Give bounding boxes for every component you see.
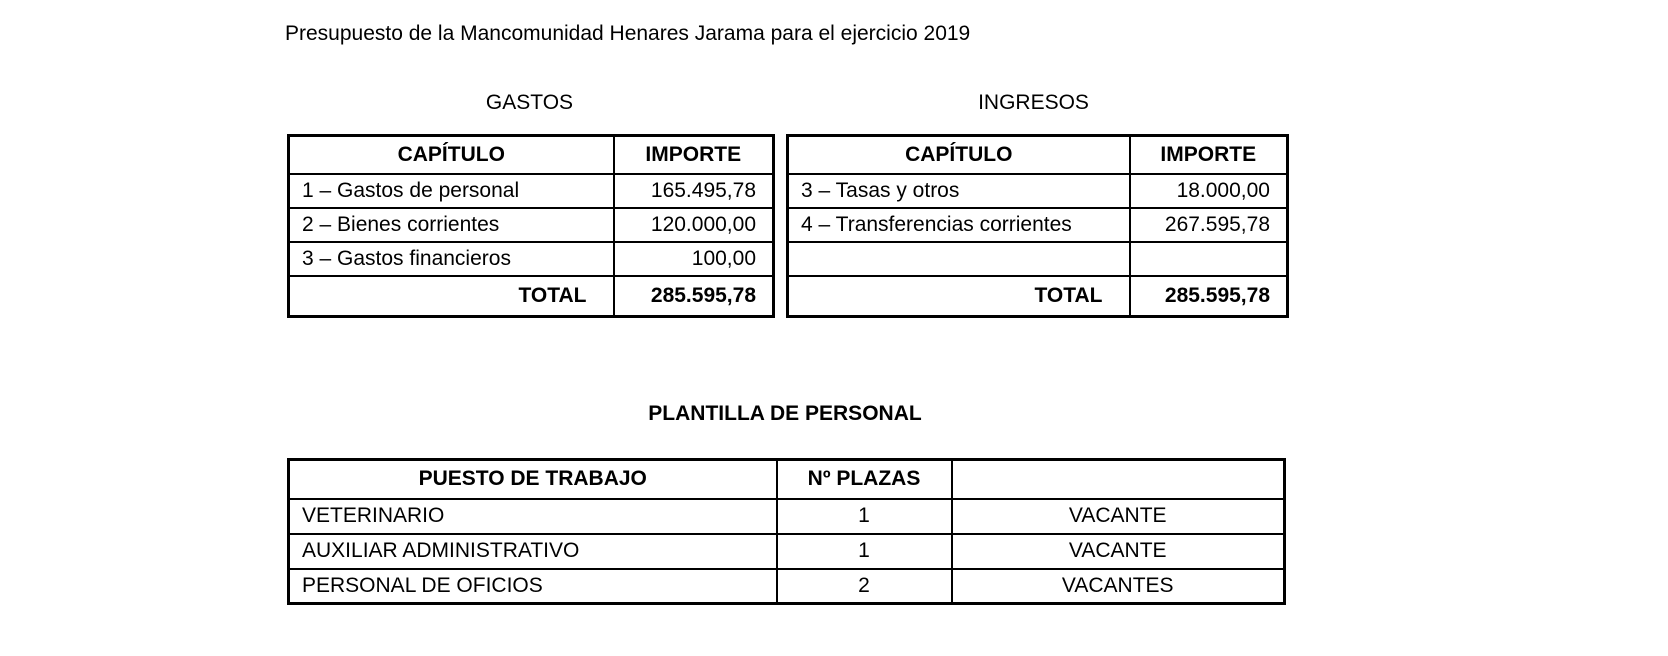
table-row-empty bbox=[788, 242, 1288, 276]
gastos-header-row bbox=[289, 136, 774, 174]
gastos-total-label: TOTAL bbox=[289, 276, 614, 317]
ingresos-capitulo-cell: 4 – Transferencias corrientes bbox=[788, 208, 1130, 242]
ingresos-capitulo-cell bbox=[788, 242, 1130, 276]
gastos-importe-cell: 165.495,78 bbox=[614, 174, 774, 208]
ingresos-table bbox=[786, 134, 1289, 318]
gastos-total-value: 285.595,78 bbox=[614, 276, 774, 317]
budget-tables bbox=[287, 134, 1289, 318]
plantilla-plazas-cell: 2 bbox=[777, 569, 952, 604]
plantilla-puesto-cell: VETERINARIO bbox=[289, 499, 777, 534]
plantilla-plazas-cell: 1 bbox=[777, 499, 952, 534]
ingresos-header-row bbox=[788, 136, 1288, 174]
gastos-total-row bbox=[289, 276, 774, 317]
gastos-table bbox=[287, 134, 775, 318]
gastos-capitulo-cell: 3 – Gastos financieros bbox=[289, 242, 614, 276]
ingresos-total-value: 285.595,78 bbox=[1130, 276, 1288, 317]
table-row bbox=[289, 208, 774, 242]
ingresos-importe-cell bbox=[1130, 242, 1288, 276]
gastos-importe-cell: 100,00 bbox=[614, 242, 774, 276]
plantilla-puesto-cell: PERSONAL DE OFICIOS bbox=[289, 569, 777, 604]
plantilla-plazas-cell: 1 bbox=[777, 534, 952, 569]
document-title: Presupuesto de la Mancomunidad Henares Jarama para el ejercicio 2019 bbox=[285, 22, 971, 45]
gastos-col-importe: IMPORTE bbox=[614, 136, 774, 174]
budget-section-headings bbox=[287, 91, 1283, 115]
plantilla-col-puesto: PUESTO DE TRABAJO bbox=[289, 460, 777, 499]
plantilla-estado-cell: VACANTES bbox=[952, 569, 1285, 604]
ingresos-importe-cell: 267.595,78 bbox=[1130, 208, 1288, 242]
gastos-capitulo-cell: 2 – Bienes corrientes bbox=[289, 208, 614, 242]
ingresos-capitulo-cell: 3 – Tasas y otros bbox=[788, 174, 1130, 208]
table-row bbox=[289, 242, 774, 276]
plantilla-estado-cell: VACANTE bbox=[952, 534, 1285, 569]
gastos-importe-cell: 120.000,00 bbox=[614, 208, 774, 242]
plantilla-header-row bbox=[289, 460, 1285, 499]
ingresos-heading: INGRESOS bbox=[978, 91, 1089, 114]
plantilla-estado-cell: VACANTE bbox=[952, 499, 1285, 534]
gastos-capitulo-cell: 1 – Gastos de personal bbox=[289, 174, 614, 208]
gastos-col-capitulo: CAPÍTULO bbox=[289, 136, 614, 174]
ingresos-col-capitulo: CAPÍTULO bbox=[788, 136, 1130, 174]
table-row bbox=[289, 569, 1285, 604]
ingresos-importe-cell: 18.000,00 bbox=[1130, 174, 1288, 208]
table-row bbox=[289, 499, 1285, 534]
ingresos-col-importe: IMPORTE bbox=[1130, 136, 1288, 174]
plantilla-table bbox=[287, 458, 1286, 605]
table-row bbox=[289, 534, 1285, 569]
table-row bbox=[788, 208, 1288, 242]
table-row bbox=[788, 174, 1288, 208]
heading-gap bbox=[772, 91, 784, 115]
plantilla-puesto-cell: AUXILIAR ADMINISTRATIVO bbox=[289, 534, 777, 569]
ingresos-total-row bbox=[788, 276, 1288, 317]
table-row bbox=[289, 174, 774, 208]
plantilla-heading: PLANTILLA DE PERSONAL bbox=[648, 402, 922, 425]
plantilla-col-plazas: Nº PLAZAS bbox=[777, 460, 952, 499]
plantilla-table-wrap bbox=[287, 458, 1286, 605]
gastos-heading: GASTOS bbox=[485, 91, 574, 114]
ingresos-total-label: TOTAL bbox=[788, 276, 1130, 317]
plantilla-col-empty bbox=[952, 460, 1285, 499]
